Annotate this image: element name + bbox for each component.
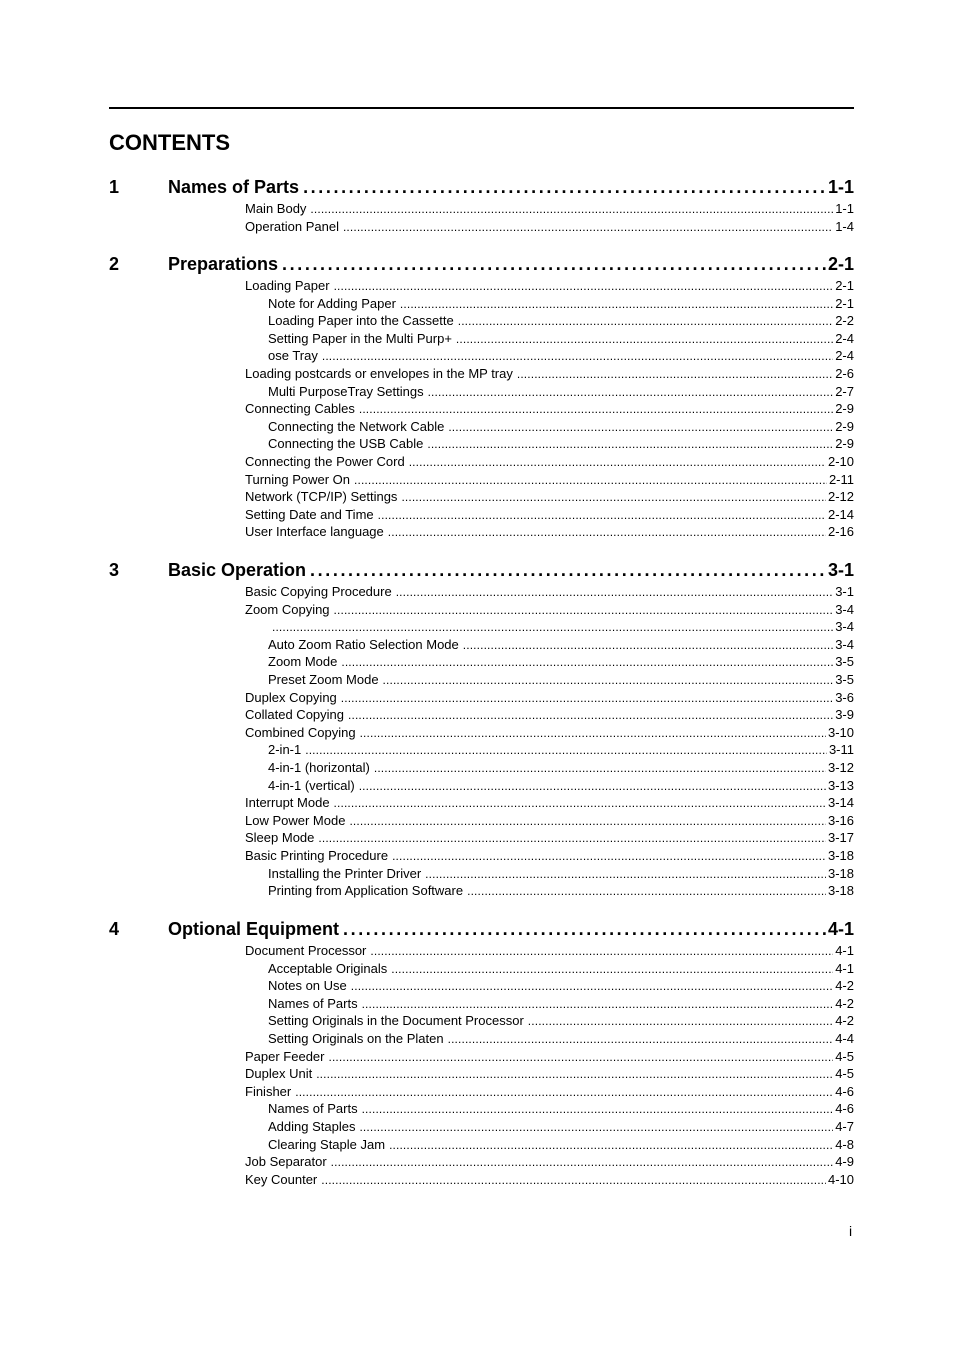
dot-leader bbox=[448, 418, 833, 436]
toc-entry[interactable] bbox=[268, 977, 854, 994]
chapter-page: 2-1 bbox=[827, 254, 854, 274]
entry-page: 2-14 bbox=[827, 506, 854, 522]
dot-leader bbox=[389, 1136, 833, 1154]
dot-leader bbox=[374, 759, 826, 777]
toc-entry[interactable] bbox=[268, 777, 854, 794]
toc-entry[interactable] bbox=[245, 812, 854, 829]
entry-title: Key Counter bbox=[245, 1171, 318, 1187]
entry-title: Loading Paper into the Cassette bbox=[268, 313, 454, 329]
entry-page: 2-6 bbox=[835, 366, 854, 381]
entry-title: Basic Printing Procedure bbox=[245, 848, 389, 863]
entry-page: 4-9 bbox=[835, 1154, 854, 1170]
toc-entry[interactable] bbox=[245, 829, 854, 846]
toc-entry[interactable] bbox=[268, 865, 854, 882]
entry-title: Main Body bbox=[245, 201, 307, 216]
toc-entry[interactable] bbox=[245, 601, 854, 618]
entry-title: 4-in-1 (vertical) bbox=[268, 777, 355, 793]
entry-title: Zoom Mode bbox=[268, 654, 338, 670]
dot-leader bbox=[343, 218, 833, 236]
entry-page: 3-14 bbox=[827, 795, 854, 811]
entry-title: Job Separator bbox=[245, 1154, 327, 1170]
entry-title: Paper Feeder bbox=[245, 1048, 325, 1064]
entry-title: Duplex Copying bbox=[245, 689, 337, 705]
entry-page: 2-11 bbox=[828, 471, 854, 487]
entry-title: Acceptable Originals bbox=[268, 960, 388, 976]
toc-entry[interactable] bbox=[268, 1100, 854, 1117]
entry-page: 2-9 bbox=[835, 418, 854, 434]
entry-title: Connecting the Network Cable bbox=[268, 418, 445, 434]
chapter-title: Optional Equipment bbox=[168, 919, 339, 939]
entry-title: Adding Staples bbox=[268, 1119, 356, 1134]
toc-entry[interactable] bbox=[268, 418, 854, 435]
toc-entry[interactable] bbox=[245, 471, 854, 488]
entry-title: User Interface language bbox=[245, 524, 384, 540]
dot-leader bbox=[359, 777, 826, 795]
entry-title: Names of Parts bbox=[268, 995, 358, 1011]
entry-page: 3-11 bbox=[828, 742, 854, 758]
toc-entry[interactable] bbox=[245, 1083, 854, 1100]
entry-title: Duplex Unit bbox=[245, 1066, 313, 1082]
dot-leader bbox=[391, 960, 833, 978]
toc-entry[interactable] bbox=[268, 330, 854, 347]
entry-page: 4-7 bbox=[835, 1119, 854, 1134]
toc-chapter[interactable] bbox=[109, 253, 854, 275]
entry-page: 4-4 bbox=[835, 1031, 854, 1046]
toc-entry[interactable] bbox=[245, 942, 854, 959]
entry-page: 4-10 bbox=[827, 1171, 854, 1187]
toc-entry[interactable] bbox=[268, 618, 854, 635]
toc-entry[interactable] bbox=[245, 277, 854, 294]
toc-entry[interactable] bbox=[268, 1136, 854, 1153]
entry-title: Setting Date and Time bbox=[245, 506, 374, 522]
entry-page: 4-5 bbox=[835, 1066, 854, 1082]
dot-leader bbox=[310, 200, 833, 218]
entry-title: Network (TCP/IP) Settings bbox=[245, 489, 398, 505]
dot-leader bbox=[354, 471, 827, 489]
entry-title: Multi PurposeTray Settings bbox=[268, 383, 424, 399]
dot-leader bbox=[467, 882, 826, 900]
entry-page: 3-1 bbox=[835, 584, 854, 599]
entry-page: 4-1 bbox=[835, 960, 854, 976]
dot-leader bbox=[316, 1065, 833, 1083]
toc-entry[interactable] bbox=[245, 724, 854, 741]
entry-page: 3-17 bbox=[827, 830, 854, 846]
dot-leader bbox=[517, 365, 833, 383]
dot-leader bbox=[348, 706, 833, 724]
toc-entry[interactable] bbox=[268, 671, 854, 688]
entry-page: 3-5 bbox=[835, 672, 854, 687]
dot-leader bbox=[370, 942, 833, 960]
entry-title: Sleep Mode bbox=[245, 830, 315, 846]
toc-entry[interactable] bbox=[245, 1153, 854, 1170]
toc-entry[interactable] bbox=[268, 1012, 854, 1029]
toc-entry[interactable] bbox=[245, 583, 854, 600]
entry-title: Low Power Mode bbox=[245, 812, 346, 828]
entry-page: 4-6 bbox=[835, 1083, 854, 1099]
toc-chapter[interactable] bbox=[109, 176, 854, 198]
dot-leader bbox=[359, 1118, 833, 1136]
entry-page: 3-16 bbox=[827, 812, 854, 828]
entry-title: Loading postcards or envelopes in the MP tray bbox=[245, 366, 513, 381]
page-number: i bbox=[849, 1223, 853, 1239]
toc-entry[interactable] bbox=[268, 960, 854, 977]
entry-page: 3-6 bbox=[835, 689, 854, 705]
entry-page: 2-1 bbox=[835, 278, 854, 293]
chapter-page: 1-1 bbox=[827, 177, 854, 197]
entry-page: 2-10 bbox=[827, 454, 854, 469]
dot-leader bbox=[334, 601, 834, 619]
toc-entry[interactable] bbox=[268, 435, 854, 452]
entry-title: Combined Copying bbox=[245, 724, 356, 740]
entry-page: 3-12 bbox=[827, 760, 854, 775]
toc-entry[interactable] bbox=[245, 706, 854, 723]
dot-leader bbox=[331, 1153, 834, 1171]
dot-leader bbox=[401, 488, 826, 506]
entry-title: Preset Zoom Mode bbox=[268, 672, 379, 687]
page-title: CONTENTS bbox=[109, 130, 230, 155]
entry-page: 4-1 bbox=[835, 943, 854, 958]
toc-entry[interactable] bbox=[268, 1118, 854, 1135]
entry-title: Setting Originals on the Platen bbox=[268, 1031, 444, 1046]
entry-page: 2-9 bbox=[835, 401, 854, 417]
entry-page: 3-4 bbox=[835, 636, 854, 652]
chapter-number: 3 bbox=[109, 560, 120, 580]
dot-leader bbox=[305, 741, 827, 759]
entry-page: 2-4 bbox=[835, 348, 854, 364]
dot-leader bbox=[334, 277, 834, 295]
dot-leader bbox=[334, 794, 826, 812]
dot-leader bbox=[378, 506, 826, 524]
dot-leader bbox=[310, 559, 826, 581]
toc-entry[interactable] bbox=[245, 523, 854, 540]
dot-leader bbox=[351, 977, 833, 995]
dot-leader bbox=[272, 618, 833, 636]
toc-entry[interactable] bbox=[245, 218, 854, 235]
entry-page: 3-4 bbox=[835, 619, 854, 635]
dot-leader bbox=[343, 918, 826, 940]
toc-entry[interactable] bbox=[245, 400, 854, 417]
dot-leader bbox=[448, 1030, 834, 1048]
entry-page: 2-7 bbox=[835, 383, 854, 399]
toc-chapter[interactable] bbox=[109, 559, 854, 581]
entry-title: Setting Paper in the Multi Purp+ bbox=[268, 330, 452, 346]
entry-page: 3-5 bbox=[835, 654, 854, 670]
entry-page: 4-2 bbox=[835, 995, 854, 1011]
entry-title: 4-in-1 (horizontal) bbox=[268, 760, 370, 775]
entry-page: 3-18 bbox=[827, 865, 854, 881]
dot-leader bbox=[341, 653, 833, 671]
toc-entry[interactable] bbox=[245, 488, 854, 505]
dot-leader bbox=[428, 383, 834, 401]
dot-leader bbox=[303, 176, 826, 198]
entry-title: Setting Originals in the Document Processor bbox=[268, 1013, 524, 1029]
toc-chapter[interactable] bbox=[109, 918, 854, 940]
entry-title: Connecting the USB Cable bbox=[268, 436, 424, 452]
entry-title: Note for Adding Paper bbox=[268, 295, 396, 311]
entry-title: Printing from Application Software bbox=[268, 883, 464, 899]
toc-entry[interactable] bbox=[245, 847, 854, 864]
dot-leader bbox=[359, 400, 833, 418]
entry-title: Collated Copying bbox=[245, 707, 345, 723]
dot-leader bbox=[360, 724, 826, 742]
entry-page: 3-18 bbox=[827, 848, 854, 863]
chapter-page: 3-1 bbox=[827, 560, 854, 580]
entry-title: Clearing Staple Jam bbox=[268, 1136, 386, 1152]
entry-page: 2-16 bbox=[827, 524, 854, 540]
dot-leader bbox=[528, 1012, 833, 1030]
entry-page: 3-9 bbox=[835, 707, 854, 723]
toc-entry[interactable] bbox=[268, 1030, 854, 1047]
chapter-number: 1 bbox=[109, 177, 120, 197]
toc-entry[interactable] bbox=[245, 1065, 854, 1082]
dot-leader bbox=[349, 812, 826, 830]
entry-page: 4-8 bbox=[835, 1136, 854, 1152]
dot-leader bbox=[456, 330, 833, 348]
entry-title: 2-in-1 bbox=[268, 742, 302, 758]
dot-leader bbox=[392, 847, 826, 865]
chapter-page: 4-1 bbox=[827, 919, 854, 939]
toc-entry[interactable] bbox=[245, 365, 854, 382]
toc-entry[interactable] bbox=[245, 794, 854, 811]
toc-entry[interactable] bbox=[268, 882, 854, 899]
entry-page: 3-4 bbox=[835, 601, 854, 617]
toc-entry[interactable] bbox=[245, 506, 854, 523]
toc-entry[interactable] bbox=[268, 995, 854, 1012]
dot-leader bbox=[427, 435, 833, 453]
dot-leader bbox=[295, 1083, 833, 1101]
toc-entry[interactable] bbox=[268, 295, 854, 312]
entry-title: Basic Copying Procedure bbox=[245, 584, 392, 599]
entry-title: Finisher bbox=[245, 1083, 292, 1099]
entry-page: 1-1 bbox=[835, 201, 854, 216]
entry-title: Document Processor bbox=[245, 943, 367, 958]
entry-page: 4-6 bbox=[835, 1101, 854, 1117]
dot-leader bbox=[362, 1100, 834, 1118]
entry-page: 2-2 bbox=[835, 313, 854, 329]
entry-page: 4-2 bbox=[835, 1013, 854, 1029]
entry-title: ose Tray bbox=[268, 348, 318, 364]
dot-leader bbox=[322, 347, 833, 365]
toc-entry[interactable] bbox=[245, 200, 854, 217]
dot-leader bbox=[388, 523, 826, 541]
toc-entry[interactable] bbox=[245, 689, 854, 706]
entry-title: Notes on Use bbox=[268, 978, 347, 994]
entry-page: 3-18 bbox=[827, 883, 854, 899]
toc-entry[interactable] bbox=[245, 1048, 854, 1065]
chapter-number: 4 bbox=[109, 919, 120, 939]
toc-entry[interactable] bbox=[268, 653, 854, 670]
entry-title: Names of Parts bbox=[268, 1101, 358, 1117]
dot-leader bbox=[409, 453, 826, 471]
toc-entry[interactable] bbox=[268, 759, 854, 776]
entry-page: 2-1 bbox=[835, 295, 854, 311]
dot-leader bbox=[425, 865, 826, 883]
entry-page: 1-4 bbox=[835, 218, 854, 234]
entry-page: 4-5 bbox=[835, 1048, 854, 1064]
chapter-title: Preparations bbox=[168, 254, 279, 274]
entry-page: 2-12 bbox=[827, 489, 854, 505]
chapter-title: Names of Parts bbox=[168, 177, 300, 197]
entry-page: 3-10 bbox=[827, 724, 854, 740]
entry-title: Auto Zoom Ratio Selection Mode bbox=[268, 636, 459, 652]
dot-leader bbox=[341, 689, 833, 707]
dot-leader bbox=[321, 1171, 826, 1189]
dot-leader bbox=[329, 1048, 834, 1066]
toc-entry[interactable] bbox=[268, 636, 854, 653]
chapter-number: 2 bbox=[109, 254, 120, 274]
entry-title: Zoom Copying bbox=[245, 601, 330, 617]
dot-leader bbox=[396, 583, 834, 601]
header-rule bbox=[109, 107, 854, 109]
dot-leader bbox=[318, 829, 826, 847]
toc-entry[interactable] bbox=[268, 741, 854, 758]
entry-title: Interrupt Mode bbox=[245, 795, 330, 811]
entry-title: Connecting Cables bbox=[245, 401, 355, 417]
dot-leader bbox=[383, 671, 834, 689]
dot-leader bbox=[463, 636, 833, 654]
dot-leader bbox=[400, 295, 833, 313]
entry-title: Turning Power On bbox=[245, 471, 351, 487]
dot-leader bbox=[458, 312, 833, 330]
entry-page: 2-4 bbox=[835, 330, 854, 346]
entry-title: Installing the Printer Driver bbox=[268, 865, 422, 881]
entry-page: 3-13 bbox=[827, 777, 854, 793]
chapter-title: Basic Operation bbox=[168, 560, 307, 580]
entry-title: Loading Paper bbox=[245, 278, 330, 293]
toc-entry[interactable] bbox=[245, 1171, 854, 1188]
entry-title: Operation Panel bbox=[245, 218, 339, 234]
entry-page: 2-9 bbox=[835, 436, 854, 452]
toc-entry[interactable] bbox=[268, 383, 854, 400]
toc-entry[interactable] bbox=[268, 347, 854, 364]
entry-page: 4-2 bbox=[835, 978, 854, 994]
dot-leader bbox=[282, 253, 826, 275]
toc-entry[interactable] bbox=[268, 312, 854, 329]
dot-leader bbox=[362, 995, 834, 1013]
toc-entry[interactable] bbox=[245, 453, 854, 470]
entry-title: Connecting the Power Cord bbox=[245, 454, 405, 469]
